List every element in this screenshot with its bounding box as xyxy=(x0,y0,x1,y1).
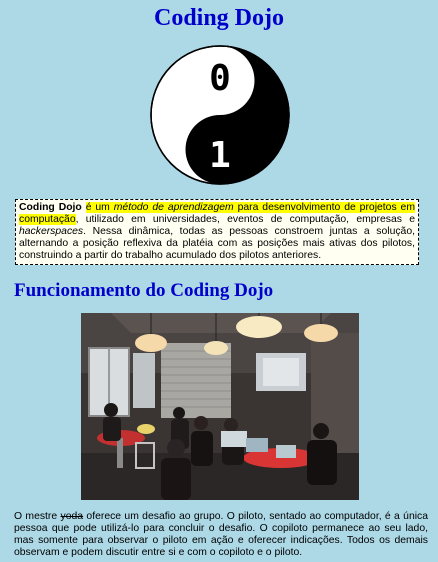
paragraph-text-rest: oferece um desafio ao grupo. O piloto, sentado ao computador, é a única pessoa que pode utilizá-lo para concluir o desafio. O copiloto permanece ao seu lado, mas somente para observar o piloto em ação e oferecer indicações. Todos os demais observam e podem discutir entre si e com o copiloto e o piloto. xyxy=(14,511,429,559)
intro-highlight-tail: para desenvolvimento de projetos em computação xyxy=(19,202,415,226)
intro-highlight-text: é um xyxy=(85,202,110,213)
intro-text: , utilizado em universidades, eventos de computação, empresas e xyxy=(75,214,415,226)
photo-illustration xyxy=(81,313,359,500)
paragraph-text-start: O mestre xyxy=(14,511,58,522)
intro-highlight-italic: método de aprendizagem xyxy=(113,202,234,213)
struck-word: yoda xyxy=(60,511,84,522)
intro-box xyxy=(15,199,419,265)
intro-italic-hackerspaces: hackerspaces xyxy=(19,226,84,238)
intro-term: Coding Dojo xyxy=(19,202,82,213)
logo-digit-zero: 0 xyxy=(209,58,231,99)
section-heading: Funcionamento do Coding Dojo xyxy=(14,280,274,301)
yin-yang-binary-icon xyxy=(150,45,290,185)
intro-text-rest: . Nessa dinâmica, todas as pessoas constroem juntas a solução, alternando a posição reflexiva da platéia com as posições mais ativas dos pilotos, construindo a partir do trabalho acumulado dos pilotos anteriores. xyxy=(19,226,415,262)
coding-dojo-session-photo xyxy=(81,313,359,500)
body-paragraph xyxy=(14,511,428,559)
logo-digit-one: 1 xyxy=(209,135,231,176)
page-title: Coding Dojo xyxy=(153,5,285,31)
